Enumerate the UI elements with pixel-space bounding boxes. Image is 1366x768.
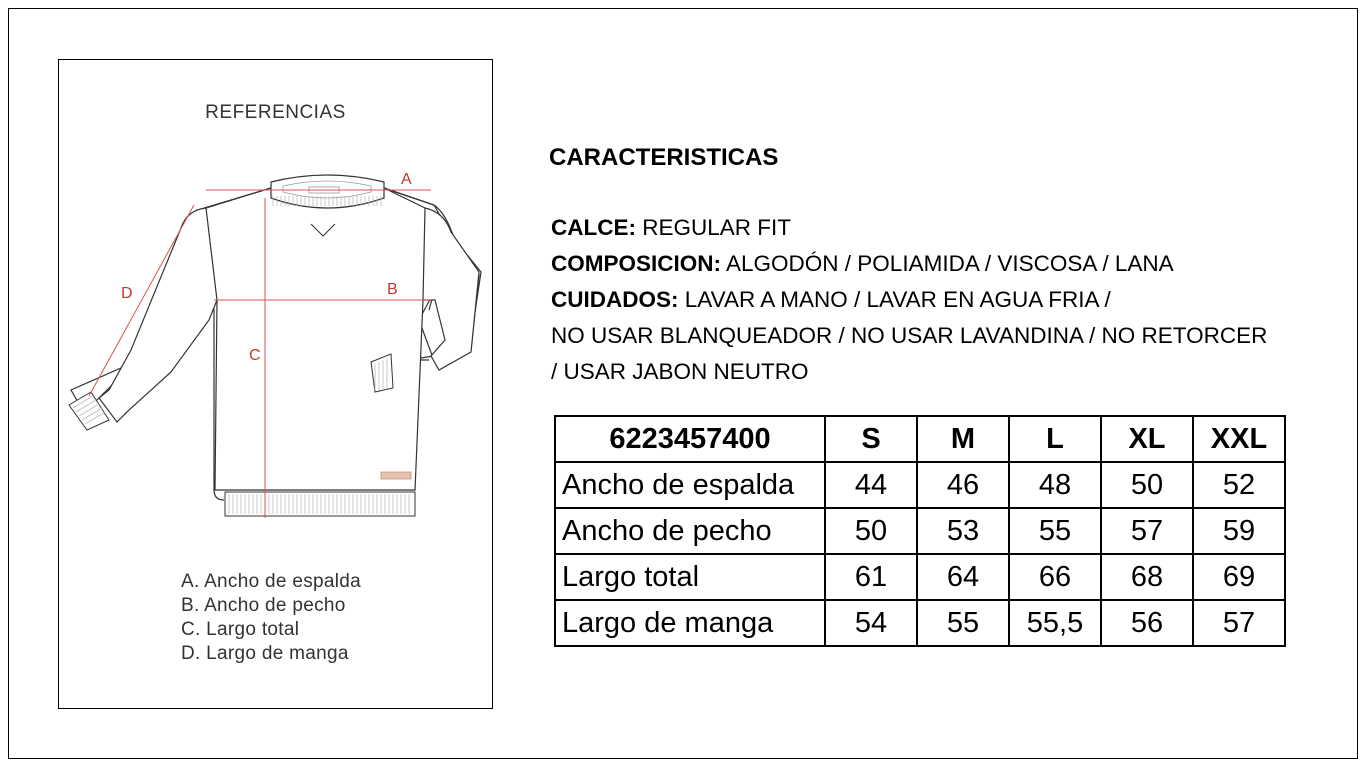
table-cell: 64: [917, 554, 1009, 600]
table-cell: 57: [1193, 600, 1285, 646]
table-cell: 52: [1193, 462, 1285, 508]
spec-calce: [551, 210, 1267, 246]
table-cell: 55: [1009, 508, 1101, 554]
table-cell: 57: [1101, 508, 1193, 554]
table-row: [555, 508, 1285, 554]
row-label: Ancho de pecho: [555, 508, 825, 554]
marker-c: C: [249, 347, 261, 364]
row-label: Ancho de espalda: [555, 462, 825, 508]
table-cell: 50: [1101, 462, 1193, 508]
table-cell: 66: [1009, 554, 1101, 600]
table-cell: 48: [1009, 462, 1101, 508]
cuidados-value: LAVAR A MANO / LAVAR EN AGUA FRIA /: [678, 287, 1111, 312]
characteristics-specs: [551, 210, 1267, 390]
size-table: [554, 415, 1286, 647]
characteristics-title: CARACTERISTICAS: [549, 144, 779, 171]
row-label: Largo de manga: [555, 600, 825, 646]
table-cell: 44: [825, 462, 917, 508]
table-cell: 53: [917, 508, 1009, 554]
size-header-l: L: [1009, 416, 1101, 462]
spec-cuidados-line3: / USAR JABON NEUTRO: [551, 359, 809, 384]
table-cell: 68: [1101, 554, 1193, 600]
table-row: [555, 554, 1285, 600]
table-cell: 55,5: [1009, 600, 1101, 646]
marker-a: A: [401, 171, 412, 188]
legend-item-c: C. Largo total: [181, 619, 300, 640]
size-header-s: S: [825, 416, 917, 462]
spec-composicion: [551, 246, 1267, 282]
measurement-legend: [181, 570, 361, 666]
composicion-label: COMPOSICION:: [551, 251, 722, 276]
table-row: [555, 462, 1285, 508]
size-header-m: M: [917, 416, 1009, 462]
legend-item-b: B. Ancho de pecho: [181, 595, 346, 616]
cuidados-label: CUIDADOS:: [551, 287, 679, 312]
table-cell: 69: [1193, 554, 1285, 600]
table-cell: 46: [917, 462, 1009, 508]
legend-item-a: A. Ancho de espalda: [181, 571, 362, 592]
table-cell: 50: [825, 508, 917, 554]
table-cell: 54: [825, 600, 917, 646]
legend-item-d: D. Largo de manga: [181, 643, 349, 664]
spec-cuidados-line2: NO USAR BLANQUEADOR / NO USAR LAVANDINA / NO RETORCER: [551, 323, 1268, 348]
product-code: 6223457400: [555, 416, 825, 462]
table-row: [555, 600, 1285, 646]
calce-value: REGULAR FIT: [636, 215, 792, 240]
spec-cuidados: [551, 282, 1267, 318]
reference-title: REFERENCIAS: [205, 102, 346, 123]
size-table-header: [555, 416, 1285, 462]
calce-label: CALCE:: [551, 215, 636, 240]
table-cell: 55: [917, 600, 1009, 646]
composicion-value: ALGODÓN / POLIAMIDA / VISCOSA / LANA: [721, 251, 1174, 276]
size-header-xxl: XXL: [1193, 416, 1285, 462]
table-cell: 61: [825, 554, 917, 600]
marker-b: B: [387, 281, 398, 298]
table-cell: 56: [1101, 600, 1193, 646]
row-label: Largo total: [555, 554, 825, 600]
marker-d: D: [121, 285, 133, 302]
reference-panel: [58, 59, 493, 709]
table-cell: 59: [1193, 508, 1285, 554]
size-header-xl: XL: [1101, 416, 1193, 462]
